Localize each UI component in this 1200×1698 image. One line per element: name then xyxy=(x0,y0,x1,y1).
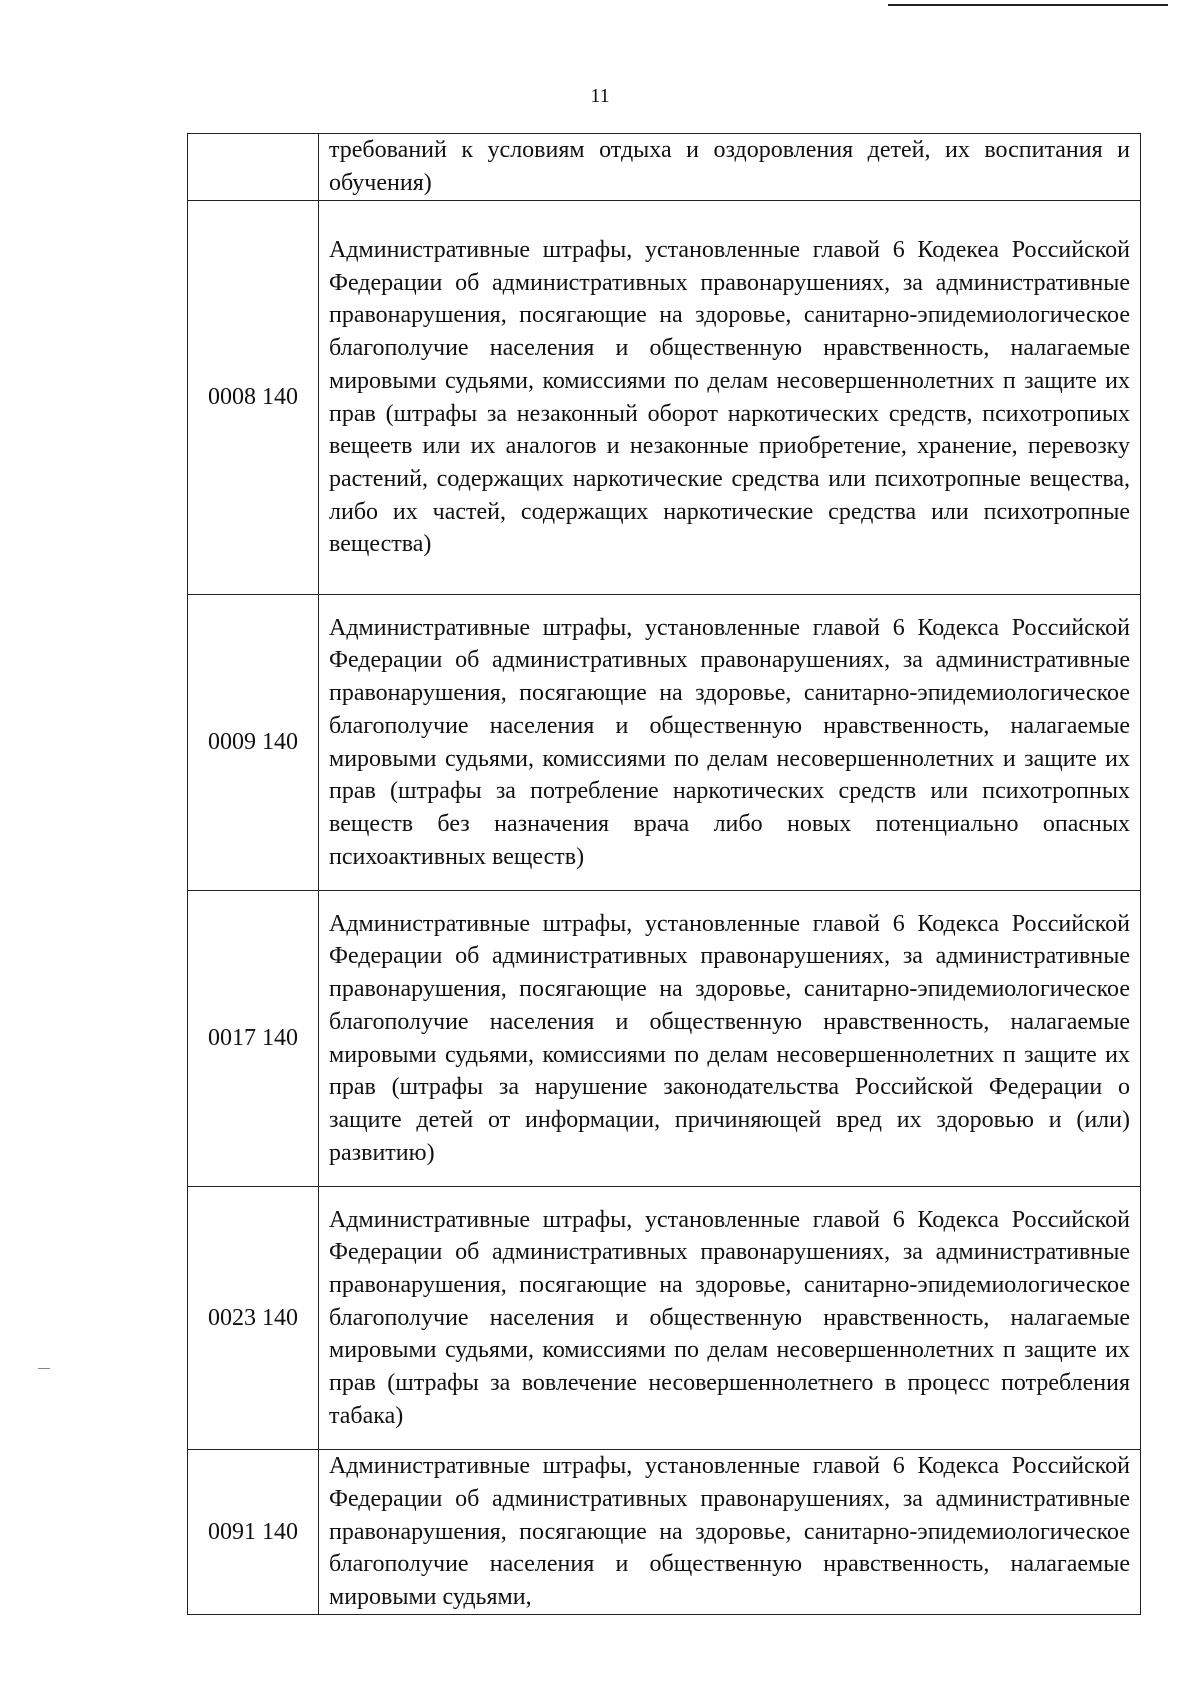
code-cell: 0008 140 xyxy=(188,201,319,595)
margin-mark xyxy=(38,1368,50,1369)
table-row xyxy=(188,1450,1141,1615)
description-cell: Административные штрафы, установленные главой 6 Кодекеа Российской Федерации об административных правонарушениях, за административные правонарушения, посягающие на здоровье, санитарно-эпидемиологическое благополучие населения и общественную нравственность, налагаемые мировыми судьями, комиссиями по делам несовершеннолетних п защите их прав (штрафы за незаконный оборот наркотических средств, психотропиых вещеетв или их аналогов и незаконные приобретение, хранение, перевозку растений, содержащих наркотические средства или психотропные вещества, либо их частей, содержащих наркотические средства или психотропные вещества) xyxy=(319,201,1141,595)
code-cell: 0091 140 xyxy=(188,1450,319,1615)
description-cell: требований к условиям отдыха и оздоровления детей, их воспитания и обучения) xyxy=(319,134,1141,201)
table-row xyxy=(188,201,1141,595)
page-number: 11 xyxy=(590,85,610,107)
table-row xyxy=(188,595,1141,891)
code-cell: 0023 140 xyxy=(188,1187,319,1450)
description-cell: Административные штрафы, установленные главой 6 Кодекса Российской Федерации об административных правонарушениях, за административные правонарушения, посягающие на здоровье, санитарно-эпидемиологическое благополучие населения и общественную нравственность, налагаемые мировыми судьями, комиссиями по делам несовершеннолетних и защите их прав (штрафы за потребление наркотических средств или психотропных веществ без назначения врача либо новых потенциально опасных психоактивных веществ) xyxy=(319,595,1141,891)
description-cell: Административные штрафы, установленные главой 6 Кодекса Российской Федерации об административных правонарушениях, за административные правонарушения, посягающие на здоровье, санитарно-эпидемиологическое благополучие населения и общественную нравственность, налагаемые мировыми судьями, комиссиями по делам несовершеннолетних п защите их прав (штрафы за нарушение законодательства Российской Федерации о защите детей от информации, причиняющей вред их здоровью и (или) развитию) xyxy=(319,891,1141,1187)
code-cell: 0009 140 xyxy=(188,595,319,891)
code-cell: 0017 140 xyxy=(188,891,319,1187)
table-row xyxy=(188,134,1141,201)
table-row xyxy=(188,1187,1141,1450)
budget-codes-table xyxy=(187,133,1141,1615)
top-rule xyxy=(888,4,1168,6)
table-row xyxy=(188,891,1141,1187)
code-cell xyxy=(188,134,319,201)
description-cell: Административные штрафы, установленные главой 6 Кодекса Российской Федерации об административных правонарушениях, за административные правонарушения, посягающие на здоровье, санитарно-эпидемиологическое благополучие населения и общественную нравственность, налагаемые мировыми судьями, xyxy=(319,1450,1141,1615)
description-cell: Административные штрафы, установленные главой 6 Кодекса Российской Федерации об административных правонарушениях, за административные правонарушения, посягающие на здоровье, санитарно-эпидемиологическое благополучие населения и общественную нравственность, налагаемые мировыми судьями, комиссиями по делам несовершеннолетних п защите их прав (штрафы за вовлечение несовершеннолетнего в процесс потребления табака) xyxy=(319,1187,1141,1450)
